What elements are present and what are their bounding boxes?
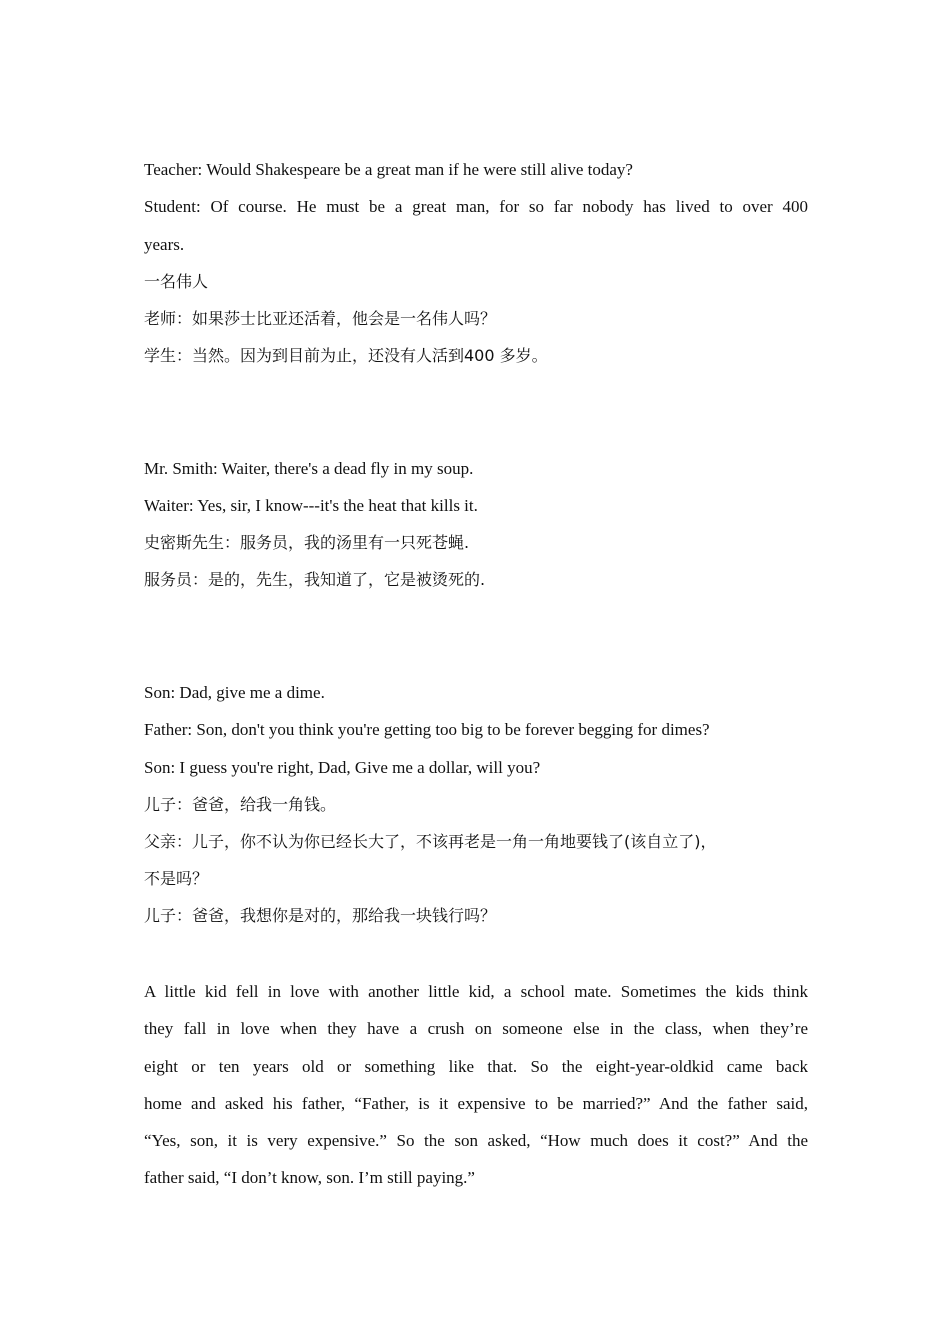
joke2-line-zh-1: 史密斯先生：服务员，我的汤里有一只死苍蝇.	[144, 533, 470, 552]
joke1-line-1: Teacher: Would Shakespeare be a great man if he were still alive today?	[144, 160, 633, 179]
joke3-line-3: Son: I guess you're right, Dad, Give me a dollar, will you?	[144, 758, 541, 777]
joke1-line-zh-2: 学生：当然。因为到目前为止，还没有人活到400 多岁。	[144, 346, 548, 365]
joke2-line-zh-2: 服务员：是的，先生，我知道了，它是被烫死的.	[144, 570, 486, 589]
joke4-line-5: “Yes, son, it is very expensive.” So the son asked, “How much does it cost?” And the	[144, 1131, 808, 1150]
joke4-line-6: father said, “I don’t know, son. I’m still paying.”	[144, 1168, 475, 1187]
joke3-line-zh-1: 儿子：爸爸，给我一角钱。	[144, 795, 337, 814]
joke4-line-3: eight or ten years old or something like that. So the eight-year-oldkid came back	[144, 1057, 808, 1076]
joke1-line-zh-1: 老师：如果莎士比亚还活着，他会是一名伟人吗？	[144, 309, 497, 328]
joke3-line-zh-4: 儿子：爸爸，我想你是对的，那给我一块钱行吗？	[144, 906, 497, 925]
joke1-line-3: years.	[144, 235, 185, 254]
joke4-line-1: A little kid fell in love with another little kid, a school mate. Sometimes the kids think	[144, 982, 808, 1001]
joke3-line-zh-3: 不是吗？	[144, 869, 209, 888]
joke3-line-zh-2: 父亲：儿子，你不认为你已经长大了，不该再老是一角一角地要钱了(该自立了)，	[144, 832, 717, 851]
joke2-line-2: Waiter: Yes, sir, I know---it's the heat that kills it.	[144, 496, 478, 515]
joke1-line-2: Student: Of course. He must be a great man, for so far nobody has lived to over 400	[144, 197, 808, 216]
joke1-title-zh: 一名伟人	[144, 272, 209, 291]
joke3-line-2: Father: Son, don't you think you're getting too big to be forever begging for dimes?	[144, 720, 710, 739]
joke3-line-1: Son: Dad, give me a dime.	[144, 683, 325, 702]
joke4-line-2: they fall in love when they have a crush on someone else in the class, when they’re	[144, 1019, 808, 1038]
joke4-line-4: home and asked his father, “Father, is it expensive to be married?” And the father said,	[144, 1094, 808, 1113]
joke2-line-1: Mr. Smith: Waiter, there's a dead fly in my soup.	[144, 459, 474, 478]
